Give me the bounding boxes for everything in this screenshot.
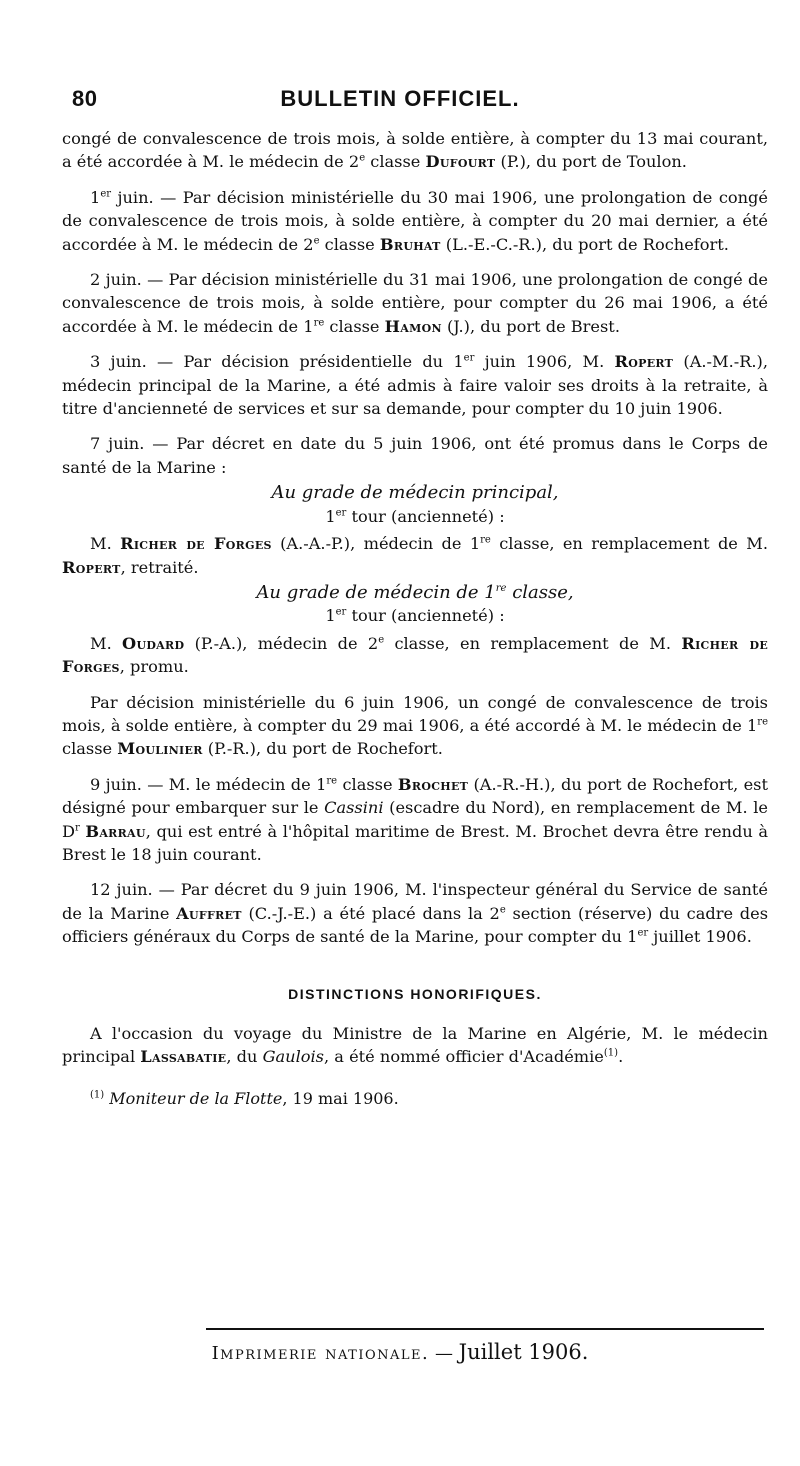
text: — Par décision ministérielle du 31 mai 1906, une prolongation de congé de convalescence de trois mois, à solde entière, pour compter du 26 mai 1906, a été accordée à M. le médecin de 1 (62, 270, 769, 336)
printer-name: Imprimerie nationale. (211, 1343, 430, 1364)
superscript: er (335, 507, 347, 519)
text: classe, en remplacement de M. (384, 633, 682, 653)
person-name: Brochet (397, 774, 469, 794)
text: 1 (325, 606, 336, 626)
person-name: Richer de Forges (120, 534, 272, 554)
text: , qui est entré à l'hôpital maritime de Brest. M. Brochet devra être rendu à Brest le 18 juin courant. (62, 821, 768, 864)
honors-entry (62, 1022, 768, 1069)
text: , 19 mai 1906. (282, 1088, 399, 1108)
tour-line (62, 505, 768, 528)
text: tour (ancienneté) : (346, 506, 505, 526)
entry-june-3 (62, 350, 768, 420)
superscript: re (480, 534, 491, 546)
text: juillet 1906. (648, 927, 752, 947)
text: — Par décret du 9 juin 1906, M. l'inspecteur général du Service de santé de la Marine (62, 880, 769, 923)
superscript: e (313, 235, 320, 247)
person-name: Ropert (62, 557, 121, 577)
text: tour (ancienneté) : (346, 606, 505, 626)
person-name: Hamon (384, 316, 442, 336)
entry-date: juin. (111, 187, 154, 207)
entry-date: 1 (90, 187, 101, 207)
text: — Par décision présidentielle du 1 (146, 352, 464, 372)
text: — Par décret en date du 5 juin 1906, ont été promus dans le Corps de santé de la Marine : (62, 434, 769, 477)
text: section (réserve) du cadre des officiers généraux du Corps de santé de la Marine, pour compter du 1 (62, 903, 769, 947)
person-name: Ropert (614, 352, 674, 372)
running-title: BULLETIN OFFICIEL. (280, 86, 520, 111)
text: M. (90, 534, 121, 554)
entry-date: 7 juin. (90, 434, 145, 454)
entry-june-6 (62, 691, 768, 761)
text: — Par décision ministérielle du 30 mai 1906, une prolongation de congé de convalescence de trois mois, à solde entière, à compter du 20 mai dernier, a été accordée à M. le médecin de 2 (62, 187, 768, 254)
superscript: re (495, 582, 507, 594)
person-name: Oudard (122, 633, 185, 653)
superscript: er (100, 188, 112, 200)
text: (escadre du Nord), en remplacement de M. le D (62, 798, 768, 841)
superscript: r (74, 822, 80, 834)
section-heading: DISTINCTIONS HONORIFIQUES. (288, 985, 542, 1002)
tour-line (62, 604, 768, 627)
person-name: Bruhat (379, 234, 441, 254)
text: A l'occasion du voyage du Ministre de la Marine en Algérie, M. le médecin principal (62, 1024, 768, 1067)
text: Au grade de médecin de 1 (256, 581, 496, 603)
text: (J.), du port de Brest. (441, 316, 620, 336)
text: classe (319, 234, 380, 254)
text: (A.-M.-R.), médecin principal de la Marine, a été admis à faire valoir ses droits à la retraite, à titre d'ancienneté de services et sur sa demande, pour compter du 10 juin 1906. (62, 352, 768, 419)
text: classe (62, 739, 118, 759)
footnote-mark: (1) (90, 1089, 105, 1101)
text: classe, en remplacement de M. (490, 534, 768, 554)
text: classe (324, 316, 385, 336)
superscript: er (463, 352, 475, 364)
text: (A.-R.-H.), du port de Rochefort, est désigné pour embarquer sur le (62, 774, 768, 818)
text: , retraité. (120, 557, 199, 577)
superscript: re (757, 716, 768, 728)
superscript: e (378, 634, 385, 646)
superscript: re (326, 775, 338, 787)
entry-date: 9 juin. (90, 774, 142, 794)
text: . (618, 1047, 624, 1067)
imprint-line (0, 1340, 800, 1364)
text: classe (365, 152, 426, 172)
page-number: 80 (72, 86, 98, 111)
person-name: Barrau (85, 821, 146, 841)
text: — M. le médecin de 1 (141, 774, 327, 794)
grade-heading: Au grade de médecin principal, (271, 482, 559, 504)
imprint-date: Juillet 1906. (458, 1340, 589, 1364)
text: (C.-J.-E.) a été placé dans la 2 (241, 903, 500, 923)
person-name: Lassabatie (140, 1047, 227, 1067)
entry-june-9 (62, 773, 768, 867)
person-name: Auffret (176, 903, 242, 923)
person-name: Dufourt (425, 152, 496, 172)
text: 1 (325, 506, 336, 526)
ship-name: Cassini (324, 798, 384, 818)
entry-june-12 (62, 878, 768, 948)
text: (P.-A.), médecin de 2 (184, 633, 379, 653)
paragraph-continuation (62, 127, 768, 174)
text: juin 1906, M. (474, 352, 615, 372)
superscript: er (335, 606, 347, 618)
superscript: e (359, 153, 366, 165)
entry-june-7 (62, 432, 768, 479)
footnote (62, 1087, 768, 1110)
nominee-entry (62, 632, 768, 679)
text: Par décision ministérielle du 6 juin 1906, un congé de convalescence de trois mois, à solde entière, à compter du 29 mai 1906, a été accordé à M. le médecin de 1 (62, 692, 768, 735)
footnote-source: Moniteur de la Flotte (109, 1088, 283, 1108)
person-name: Richer de Forges (62, 633, 769, 677)
ship-name: Gaulois (262, 1047, 324, 1067)
text: (P.-R.), du port de Rochefort. (202, 739, 443, 759)
text: , a été nommé officier d'Académie (324, 1047, 604, 1067)
entry-date: 2 juin. (90, 270, 142, 290)
text: congé de convalescence de trois mois, à solde entière, à compter du 13 mai courant, a été accordée à M. le médecin de 2 (62, 129, 768, 172)
text: , promu. (119, 657, 189, 677)
text: (P.), du port de Toulon. (495, 152, 687, 172)
footer-rule (206, 1328, 764, 1330)
document-body (62, 127, 768, 1110)
running-head (72, 86, 728, 116)
footnote-reference[interactable]: (1) (603, 1048, 619, 1060)
grade-heading (62, 581, 768, 604)
text: (A.-A.-P.), médecin de 1 (271, 534, 481, 554)
text: — (429, 1343, 459, 1364)
nominee-entry (62, 532, 768, 579)
person-name: Moulinier (117, 739, 203, 759)
entry-june-2 (62, 268, 768, 338)
entry-date: 12 juin. (90, 880, 153, 900)
entry-june-1 (62, 186, 768, 256)
superscript: re (313, 317, 325, 329)
text: , du (226, 1047, 263, 1067)
text: classe (337, 774, 398, 794)
text: (L.-E.-C.-R.), du port de Rochefort. (440, 234, 729, 254)
superscript: er (637, 927, 649, 939)
text: classe, (506, 581, 574, 603)
superscript: e (499, 904, 506, 916)
entry-date: 3 juin. (90, 352, 147, 372)
text: M. (90, 633, 123, 653)
